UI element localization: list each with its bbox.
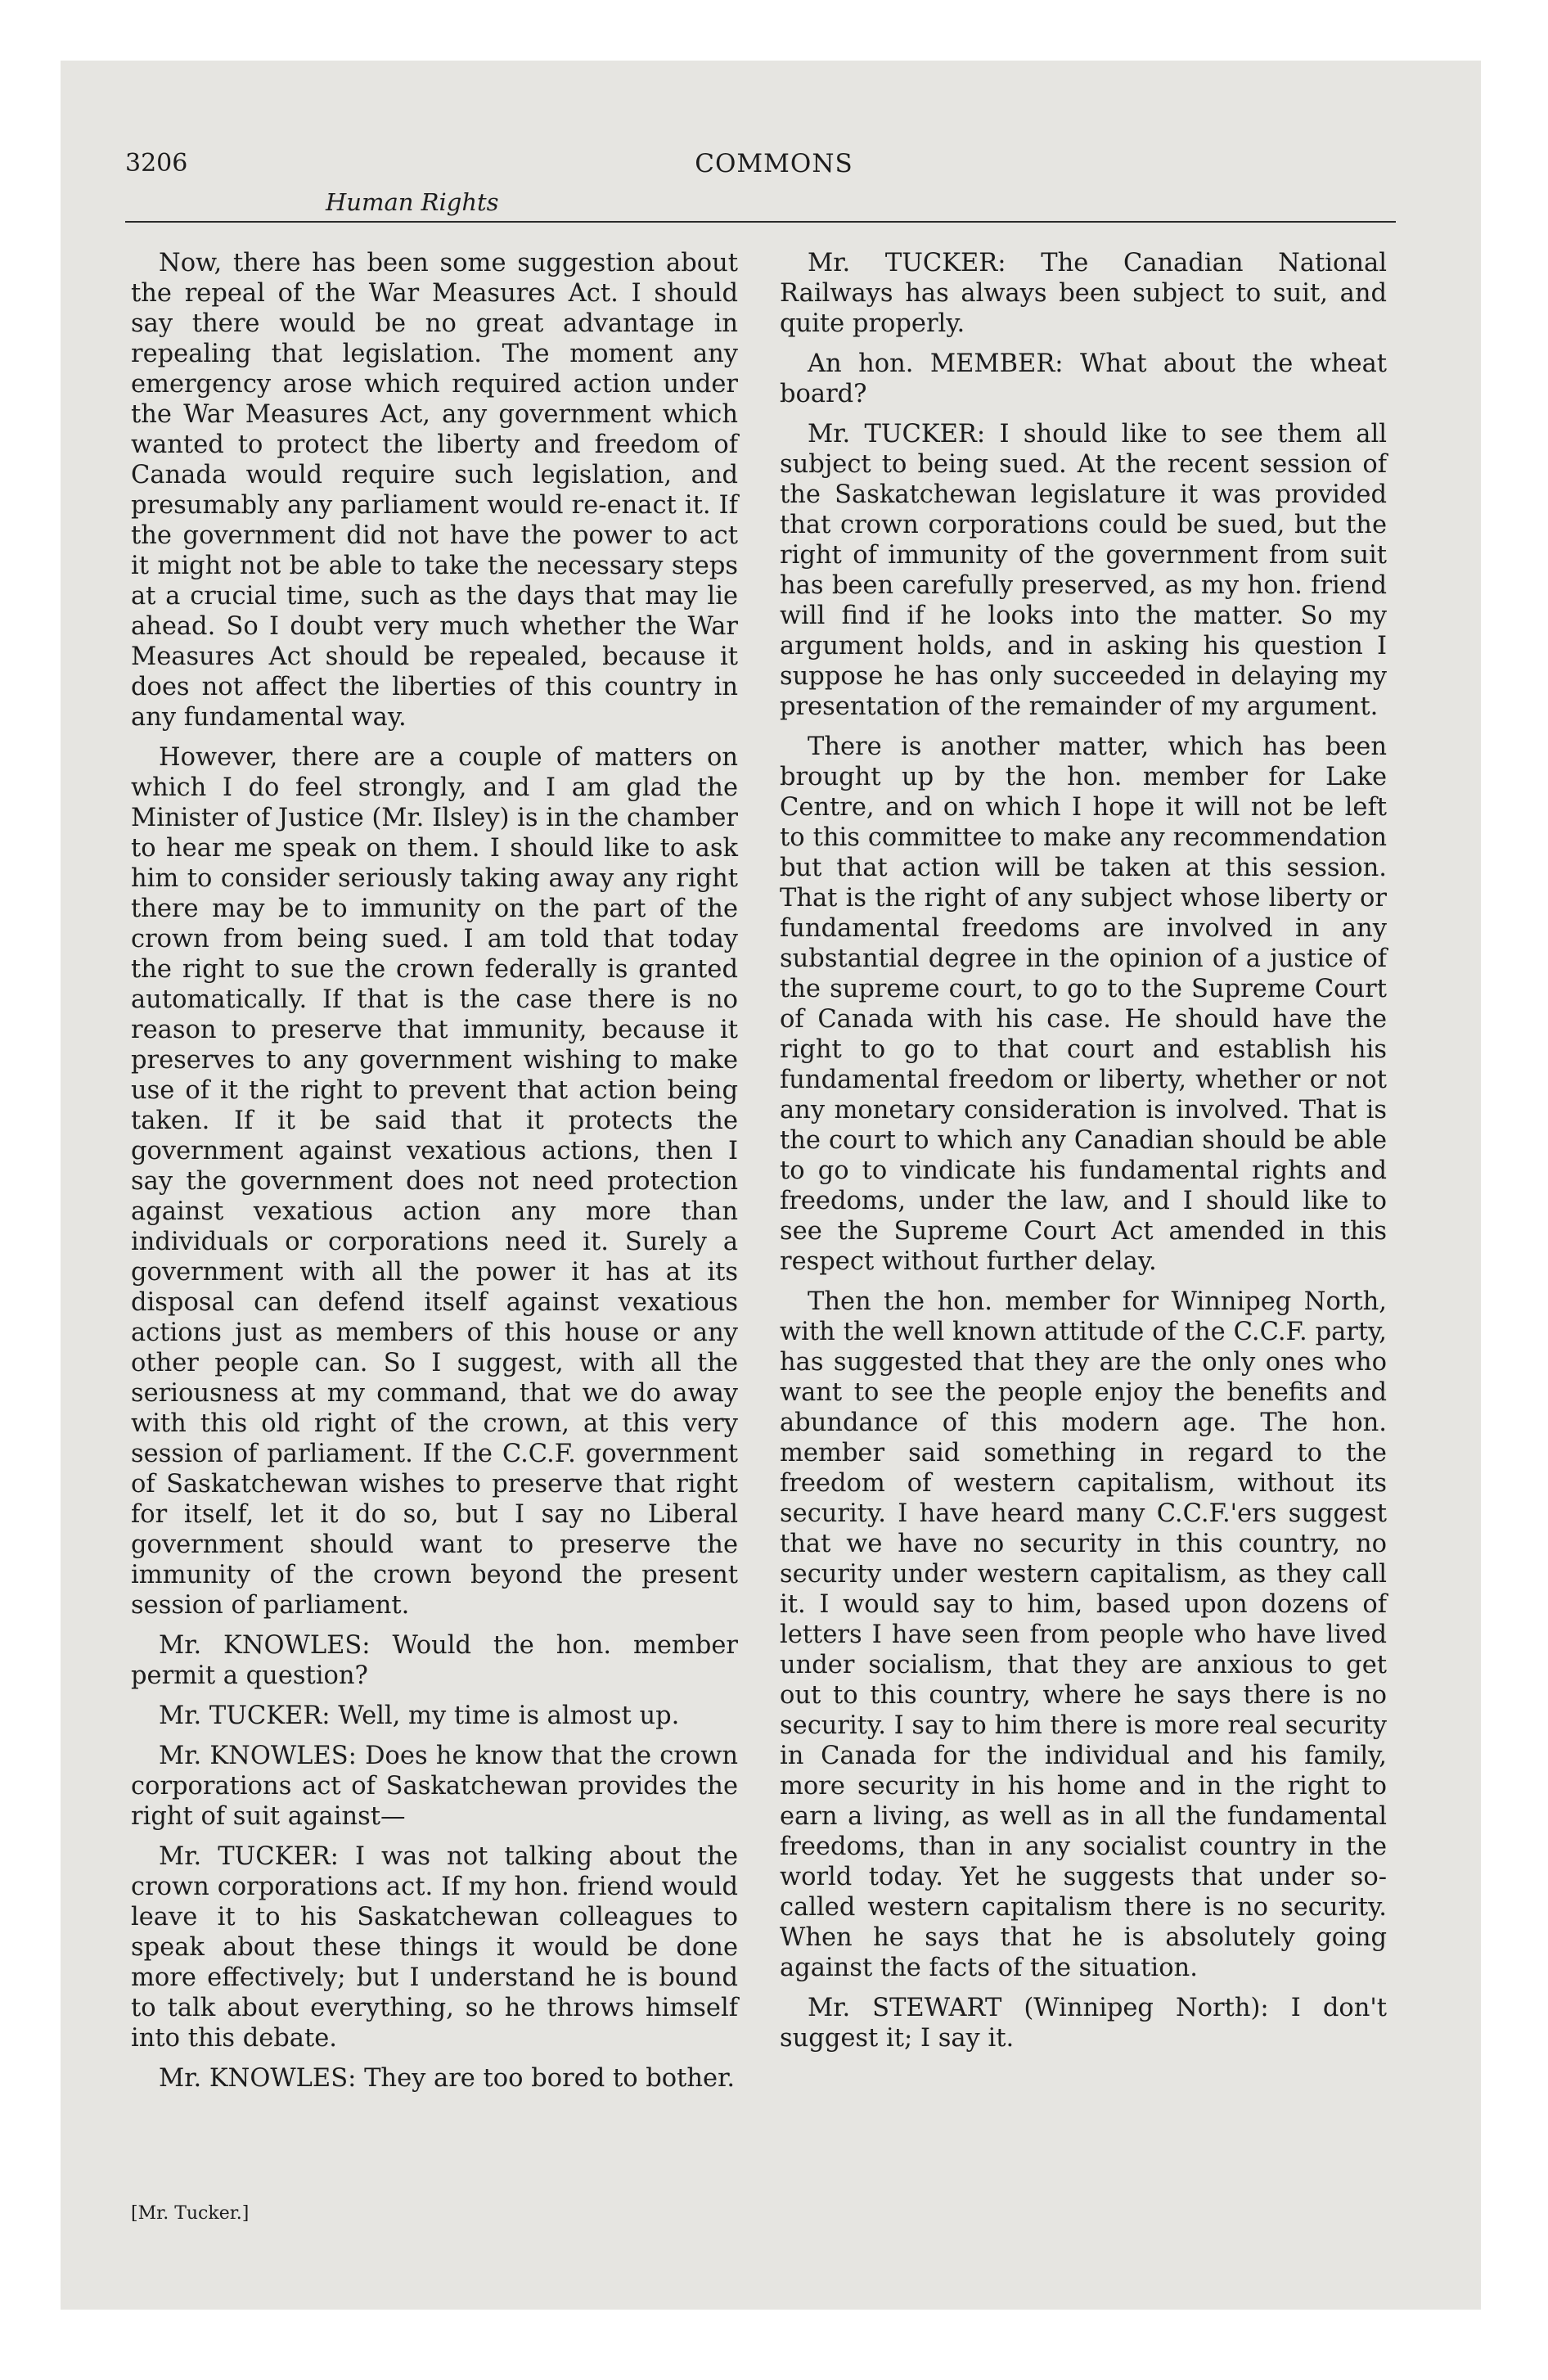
- footer-speaker-note: [Mr. Tucker.]: [131, 2203, 250, 2224]
- right-column: [780, 248, 1387, 2063]
- speaker-name: Mr. KNOWLES:: [159, 1742, 357, 1770]
- paragraph: Mr. STEWART (Winnipeg North): I don't suggest it; I say it.: [780, 1994, 1388, 2053]
- paragraph: Mr. KNOWLES: They are too bored to bother.: [159, 2064, 736, 2093]
- header-rule: [125, 221, 1396, 223]
- paragraph: Mr. KNOWLES: Would the hon. member permit a question?: [131, 1631, 738, 1690]
- paragraph: Mr. TUCKER: I was not talking about the crown corporations act. If my hon. friend would leave it to his Saskatchewan colleagues to speak about these things it would be done more effectively; but I understand he is bound to talk about everything, so he throws himself into this debate.: [131, 1842, 738, 2053]
- paragraph: Mr. TUCKER: I should like to see them all subject to being sued. At the recent session of the Saskatchewan legislature it was provided that crown corporations could be sued, but the right of immunity of the government from suit has been carefully preserved, as my hon. friend will find if he looks into the matter. So my argument holds, and in asking his question I suppose he has only succeeded in delaying my presentation of the remainder of my argument.: [780, 420, 1387, 721]
- section-heading: Human Rights: [326, 188, 499, 216]
- left-column: [131, 248, 738, 2103]
- speaker-name: Mr. STEWART (Winnipeg North):: [808, 1994, 1269, 2022]
- running-title: COMMONS: [695, 149, 853, 178]
- paragraph: Mr. TUCKER: The Canadian National Railways has always been subject to suit, and quite properly.: [780, 249, 1387, 338]
- speaker-name: Mr. TUCKER:: [159, 1842, 339, 1871]
- paragraph: Mr. KNOWLES: Does he know that the crown corporations act of Saskatchewan provides the right of suit against—: [131, 1742, 738, 1831]
- speaker-name: Mr. KNOWLES:: [159, 2064, 357, 2093]
- speaker-name: Mr. TUCKER:: [808, 249, 1006, 277]
- paragraph: Then the hon. member for Winnipeg North, with the well known attitude of the C.C.F. party, has suggested that they are the only ones who want to see the people enjoy the benefits and abundance of this modern age. The hon. member said something in regard to the freedom of western capitalism, without its security. I have heard many C.C.F.'ers suggest that we have no security in this country, no security under western capitalism, as they call it. I would say to him, based upon dozens of letters I have seen from people who have lived under socialism, that they are anxious to get out to this country, where he says there is no security. I say to him there is more real security in Canada for the individual and his family, more security in his home and in the right to earn a living, as well as in all the fundamental freedoms, than in any socialist country in the world today. Yet he suggests that under so-called western capitalism there is no security. When he says that he is absolutely going against the facts of the situation.: [780, 1287, 1387, 1982]
- paragraph: Mr. TUCKER: Well, my time is almost up.: [159, 1702, 680, 1730]
- paragraph: An hon. MEMBER: What about the wheat board?: [780, 349, 1388, 408]
- paragraph: However, there are a couple of matters on which I do feel strongly, and I am glad the Minister of Justice (Mr. Ilsley) is in the chamber to hear me speak on them. I should like to ask him to consider seriously taking away any right there may be to immunity on the part of the crown from being sued. I am told that today the right to sue the crown federally is granted automatically. If that is the case there is no reason to preserve that immunity, because it preserves to any government wishing to make use of it the right to prevent that action being taken. If it be said that it protects the government against vexatious actions, then I say the government does not need protection against vexatious action any more than individuals or corporations need it. Surely a government with all the power it has at its disposal can defend itself against vexatious actions just as members of this house or any other people can. So I suggest, with all the seriousness at my command, that we do away with this old right of the crown, at this very session of parliament. If the C.C.F. government of Saskatchewan wishes to preserve that right for itself, let it do so, but I say no Liberal government should want to preserve the immunity of the crown beyond the present session of parliament.: [131, 743, 738, 1620]
- page-number: 3206: [125, 149, 188, 178]
- paragraph: Now, there has been some suggestion about the repeal of the War Measures Act. I should say there would be no great advantage in repealing that legislation. The moment any emergency arose which required action under the War Measures Act, any government which wanted to protect the liberty and freedom of Canada would require such legislation, and presumably any parliament would re-enact it. If the government did not have the power to act it might not be able to take the necessary steps at a crucial time, such as the days that may lie ahead. So I doubt very much whether the War Measures Act should be repealed, because it does not affect the liberties of this country in any fundamental way.: [131, 249, 738, 732]
- speaker-name: An hon. MEMBER:: [808, 349, 1064, 378]
- speaker-name: Mr. TUCKER:: [808, 420, 986, 449]
- speaker-name: Mr. TUCKER:: [159, 1702, 331, 1730]
- paragraph: There is another matter, which has been brought up by the hon. member for Lake Centre, and on which I hope it will not be left to this committee to make any recommendation but that action will be taken at this session. That is the right of any subject whose liberty or fundamental freedoms are involved in any substantial degree in the opinion of a justice of the supreme court, to go to the Supreme Court of Canada with his case. He should have the right to go to that court and establish his fundamental freedom or liberty, whether or not any monetary consideration is involved. That is the court to which any Canadian should be able to go to vindicate his fundamental rights and freedoms, under the law, and I should like to see the Supreme Court Act amended in this respect without further delay.: [780, 732, 1387, 1276]
- speaker-name: Mr. KNOWLES:: [159, 1631, 371, 1660]
